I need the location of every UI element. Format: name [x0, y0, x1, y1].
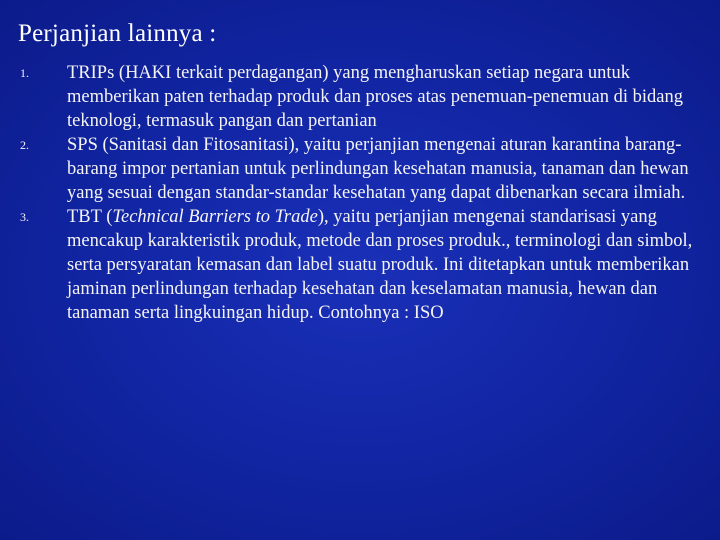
- item-text: SPS (Sanitasi dan Fitosanitasi), yaitu perjanjian mengenai aturan karantina barang-barang impor pertanian untuk perlindungan kesehatan manusia, tanaman dan hewan yang sesuai dengan standar-standar kesehatan yang dapat dibenarkan secara ilmiah.: [67, 135, 689, 203]
- item-text: TRIPs (HAKI terkait perdagangan) yang mengharuskan setiap negara untuk memberikan paten terhadap produk dan proses atas penemuan-penemuan di bidang teknologi, termasuk pangan dan pertanian: [67, 63, 683, 131]
- item-number: 1.: [20, 66, 29, 80]
- agreement-list: [0, 61, 720, 325]
- list-item-sps: [0, 133, 702, 205]
- item-text-suffix: ), yaitu perjanjian mengenai standarisasi yang mencakup karakteristik produk, metode dan proses produk., terminologi dan simbol, serta persyaratan kemasan dan label suatu produk. Ini ditetapkan untuk memberikan jaminan perlindungan terhadap kesehatan dan keselamatan manusia, hewan dan tanaman serta lingkuingan hidup. Contohnya : ISO: [67, 207, 693, 323]
- item-text-italic: Technical Barriers to Trade: [112, 207, 318, 227]
- item-number: 3.: [20, 210, 29, 224]
- item-number: 2.: [20, 138, 29, 152]
- list-item-trips: [0, 61, 702, 133]
- item-text-prefix: TBT (: [67, 207, 113, 227]
- item-text: [67, 207, 692, 323]
- list-item-tbt: [0, 205, 702, 325]
- slide-title: Perjanjian lainnya :: [18, 20, 217, 47]
